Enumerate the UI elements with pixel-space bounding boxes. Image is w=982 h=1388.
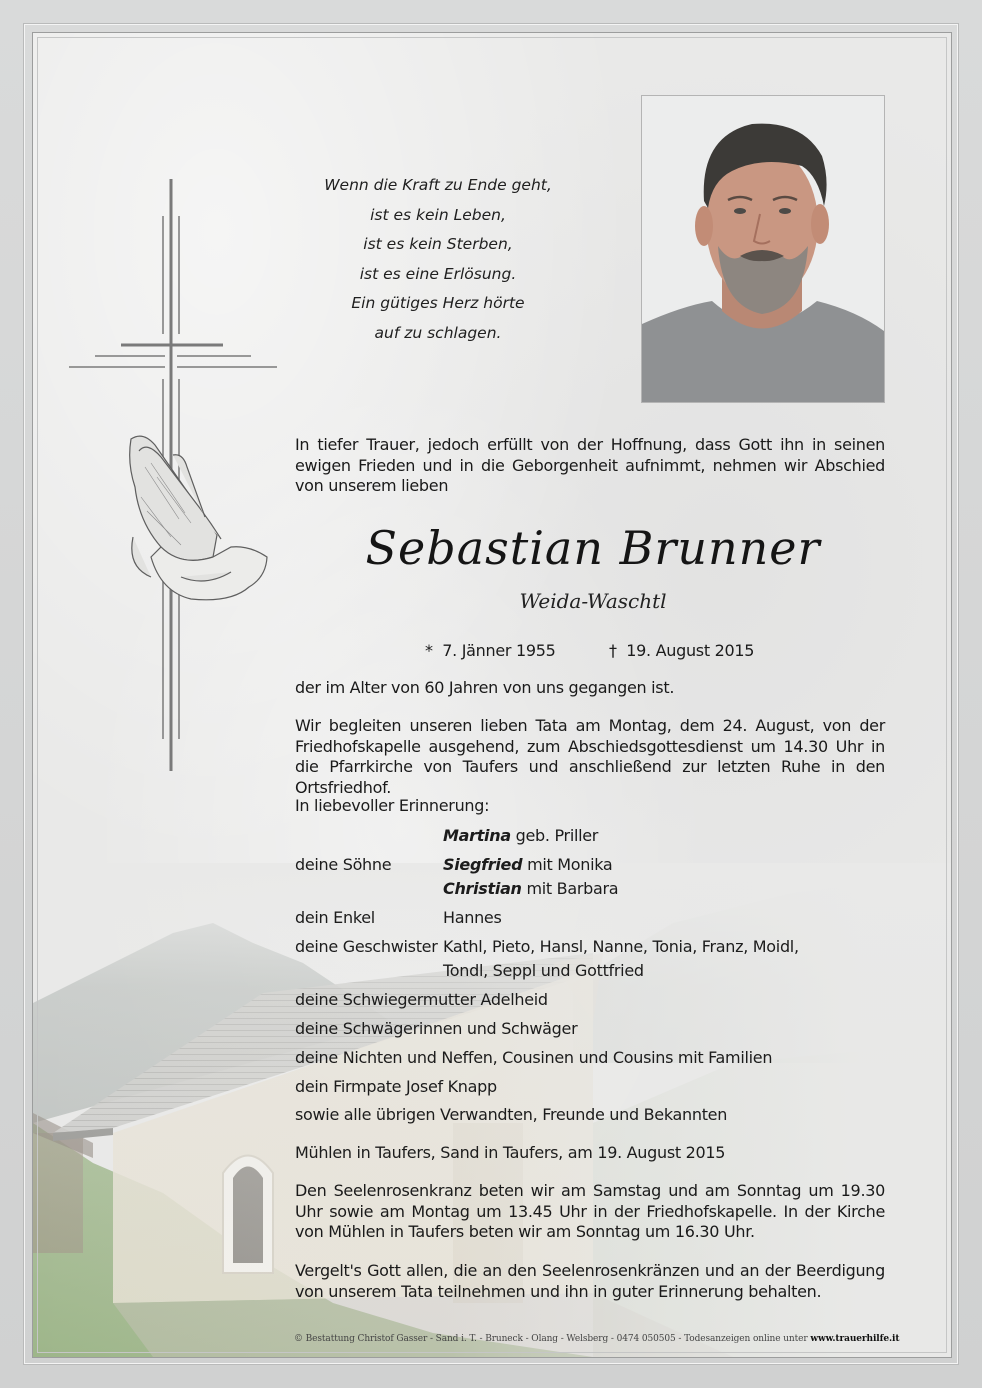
poem-line: Ein gütiges Herz hörte: [351, 294, 525, 312]
obituary-card: [32, 32, 952, 1358]
poem-line: auf zu schlagen.: [374, 323, 502, 342]
mourner-line: dein Firmpate Josef Knapp: [295, 1077, 497, 1096]
mourner-son: [443, 879, 618, 898]
poem-line: ist es kein Leben,: [370, 205, 506, 224]
birth-date-line: [425, 641, 555, 660]
mourner-line: deine Nichten und Neffen, Cousinen und Cousins mit Familien: [295, 1048, 773, 1067]
mourner-son: [443, 855, 612, 874]
deceased-nickname: Weida-Waschtl: [519, 589, 667, 613]
mourners-heading: In liebevoller Erinnerung:: [295, 796, 490, 815]
mourner-siblings-line: Tondl, Seppl und Gottfried: [443, 961, 644, 980]
mourner-son-name: Christian: [443, 879, 522, 898]
mourner-sons-label: deine Söhne: [295, 855, 392, 874]
praying-hands-icon: [121, 427, 271, 617]
death-date: 19. August 2015: [626, 641, 755, 660]
poem: [323, 171, 553, 348]
footer-text: © Bestattung Christof Gasser - Sand i. T. - Bruneck - Olang - Welsberg - 0474 050505 - Todesanzeigen online unter: [294, 1334, 808, 1344]
mourner-line: deine Schwiegermutter Adelheid: [295, 990, 548, 1009]
age-text: der im Alter von 60 Jahren von uns gegangen ist.: [295, 678, 675, 697]
portrait-photo: [641, 95, 885, 403]
portrait-illustration: [642, 96, 884, 402]
mourner-grandchild-label: dein Enkel: [295, 908, 375, 927]
mourner-spouse-rest: geb. Priller: [515, 826, 599, 845]
mourner-grandchild: Hannes: [443, 908, 502, 927]
death-symbol: †: [609, 641, 617, 660]
mourner-line: sowie alle übrigen Verwandten, Freunde und Bekannten: [295, 1105, 728, 1124]
mourner-siblings-line: Kathl, Pieto, Hansl, Nanne, Tonia, Franz, Moidl,: [443, 937, 799, 956]
deceased-name: Sebastian Brunner: [365, 521, 821, 575]
mourner-spouse: [443, 826, 598, 845]
mourner-son-rest: mit Monika: [527, 855, 613, 874]
birth-date: 7. Jänner 1955: [442, 641, 556, 660]
birth-symbol: *: [425, 641, 433, 660]
death-date-line: [609, 641, 754, 660]
intro-text: In tiefer Trauer, jedoch erfüllt von der Hoffnung, dass Gott ihn in seinen ewigen Frieden und in die Geborgenheit aufnimmt, nehmen wir Abschied von unserem lieben: [295, 435, 885, 495]
thanks-text: Vergelt's Gott allen, die an den Seelenrosenkränzen und an der Beerdigung von unserem Tata teilnehmen und ihn in guter Erinnerung behalten.: [295, 1261, 885, 1301]
footer: [294, 1334, 952, 1344]
footer-url-link[interactable]: www.trauerhilfe.it: [810, 1334, 900, 1344]
funeral-text: Wir begleiten unseren lieben Tata am Montag, dem 24. August, von der Friedhofskapelle ausgehend, zum Abschiedsgottesdienst um 14.30 Uhr in die Pfarrkirche von Taufers und anschließend zur letzten Ruhe in den Ortsfriedhof.: [295, 716, 885, 797]
poem-line: ist es kein Sterben,: [363, 235, 513, 253]
place-date: Mühlen in Taufers, Sand in Taufers, am 19. August 2015: [295, 1143, 726, 1162]
mourner-spouse-name: Martina: [443, 826, 511, 845]
mourner-line: deine Schwägerinnen und Schwäger: [295, 1019, 578, 1038]
rosary-text: Den Seelenrosenkranz beten wir am Samstag und am Sonntag um 19.30 Uhr sowie am Montag um 13.45 Uhr in der Friedhofskapelle. In der Kirche von Mühlen in Taufers beten wir am Sonntag um 16.30 Uhr.: [295, 1181, 885, 1241]
mourner-siblings-label: deine Geschwister: [295, 937, 438, 956]
mourner-son-rest: mit Barbara: [526, 879, 619, 898]
poem-line: ist es eine Erlösung.: [359, 264, 517, 283]
mourner-son-name: Siegfried: [443, 855, 523, 874]
poem-line: Wenn die Kraft zu Ende geht,: [324, 176, 552, 194]
